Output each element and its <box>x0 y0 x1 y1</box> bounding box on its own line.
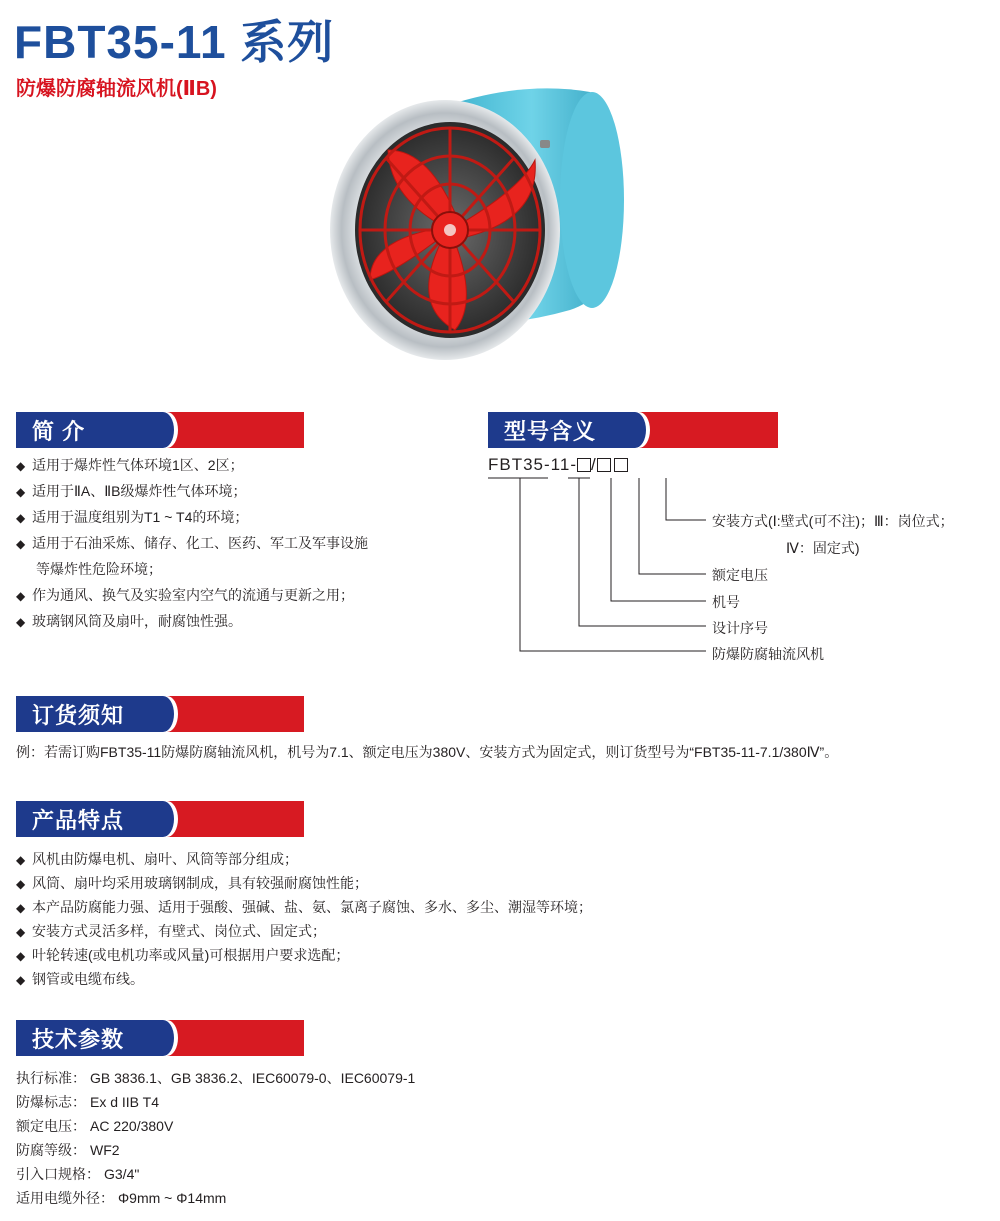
list-item: ◆ 风筒、扇叶均采用玻璃钢制成，具有较强耐腐蚀性能； <box>16 871 592 895</box>
page-subtitle: 防爆防腐轴流风机(ⅡB) <box>16 78 217 100</box>
model-code-slash: / <box>591 455 597 474</box>
features-heading: 产品特点 <box>32 808 125 833</box>
order-text: 例：若需订购FBT35-11防爆防腐轴流风机，机号为7.1、额定电压为380V、安装方式为固定式，则订货型号为“FBT35-11-7.1/380Ⅳ”。 <box>16 744 839 760</box>
placeholder-box <box>614 458 628 472</box>
specs-heading: 技术参数 <box>32 1027 125 1052</box>
list-item-continued: 等爆炸性危险环境； <box>36 561 162 577</box>
model-bracket-lines <box>480 474 710 664</box>
model-heading: 型号含义 <box>504 419 597 444</box>
diamond-bullet-icon: ◆ <box>16 949 26 963</box>
order-heading: 订货须知 <box>32 703 125 728</box>
placeholder-box <box>597 458 611 472</box>
label-mount-continued: Ⅳ：固定式) <box>786 540 860 556</box>
list-item: ◆ 适用于温度组别为T1 ~ T4的环境； <box>16 504 368 530</box>
page-title: FBT35-11 系列 <box>14 16 335 68</box>
label-mount: 安装方式(Ⅰ:壁式(可不注)；Ⅲ：岗位式； <box>712 513 954 529</box>
model-header <box>488 412 778 448</box>
list-item: ◆ 玻璃钢风筒及扇叶，耐腐蚀性强。 <box>16 608 368 634</box>
diamond-bullet-icon: ◆ <box>16 485 26 499</box>
diamond-bullet-icon: ◆ <box>16 589 26 603</box>
axial-fan-image <box>330 80 630 370</box>
diamond-bullet-icon: ◆ <box>16 537 26 551</box>
order-header <box>16 696 304 732</box>
features-header <box>16 801 304 837</box>
list-item: ◆ 本产品防腐能力强、适用于强酸、强碱、盐、氨、氯离子腐蚀、多水、多尘、潮湿等环境； <box>16 895 592 919</box>
list-item: ◆ 适用于石油采炼、储存、化工、医药、军工及军事设施 <box>16 530 368 556</box>
intro-header <box>16 412 304 448</box>
label-machine-no: 机号 <box>712 594 740 610</box>
specs-list <box>16 1066 415 1210</box>
intro-list <box>16 452 368 634</box>
diamond-bullet-icon: ◆ <box>16 925 26 939</box>
list-item: ◆ 适用于ⅡA、ⅡB级爆炸性气体环境； <box>16 478 368 504</box>
spec-row: 防腐等级： WF2 <box>16 1142 120 1158</box>
label-fan-name: 防爆防腐轴流风机 <box>712 646 824 662</box>
spec-row: 额定电压： AC 220/380V <box>16 1118 174 1134</box>
spec-row: 执行标准： GB 3836.1、GB 3836.2、IEC60079-0、IEC60079-1 <box>16 1070 416 1086</box>
list-item: ◆ 安装方式灵活多样，有壁式、岗位式、固定式； <box>16 919 592 943</box>
label-design-no: 设计序号 <box>712 620 768 636</box>
placeholder-box <box>577 458 591 472</box>
diamond-bullet-icon: ◆ <box>16 877 26 891</box>
specs-header <box>16 1020 304 1056</box>
features-list <box>16 847 592 991</box>
label-voltage: 额定电压 <box>712 567 768 583</box>
list-item: ◆ 作为通风、换气及实验室内空气的流通与更新之用； <box>16 582 368 608</box>
diamond-bullet-icon: ◆ <box>16 511 26 525</box>
diamond-bullet-icon: ◆ <box>16 973 26 987</box>
list-item: ◆ 适用于爆炸性气体环境1区、2区； <box>16 452 368 478</box>
diamond-bullet-icon: ◆ <box>16 615 26 629</box>
list-item: ◆ 叶轮转速(或电机功率或风量)可根据用户要求选配； <box>16 943 592 967</box>
diamond-bullet-icon: ◆ <box>16 459 26 473</box>
model-code <box>488 455 628 475</box>
spec-row: 防爆标志： Ex d IIB T4 <box>16 1094 159 1110</box>
spec-row: 适用电缆外径： Φ9mm ~ Φ14mm <box>16 1190 227 1206</box>
spec-row: 引入口规格： G3/4" <box>16 1166 140 1182</box>
intro-heading: 简 介 <box>32 419 86 444</box>
diamond-bullet-icon: ◆ <box>16 853 26 867</box>
diamond-bullet-icon: ◆ <box>16 901 26 915</box>
model-code-prefix: FBT35-11- <box>488 455 577 474</box>
list-item: ◆ 风机由防爆电机、扇叶、风筒等部分组成； <box>16 847 592 871</box>
list-item: ◆ 钢管或电缆布线。 <box>16 967 592 991</box>
